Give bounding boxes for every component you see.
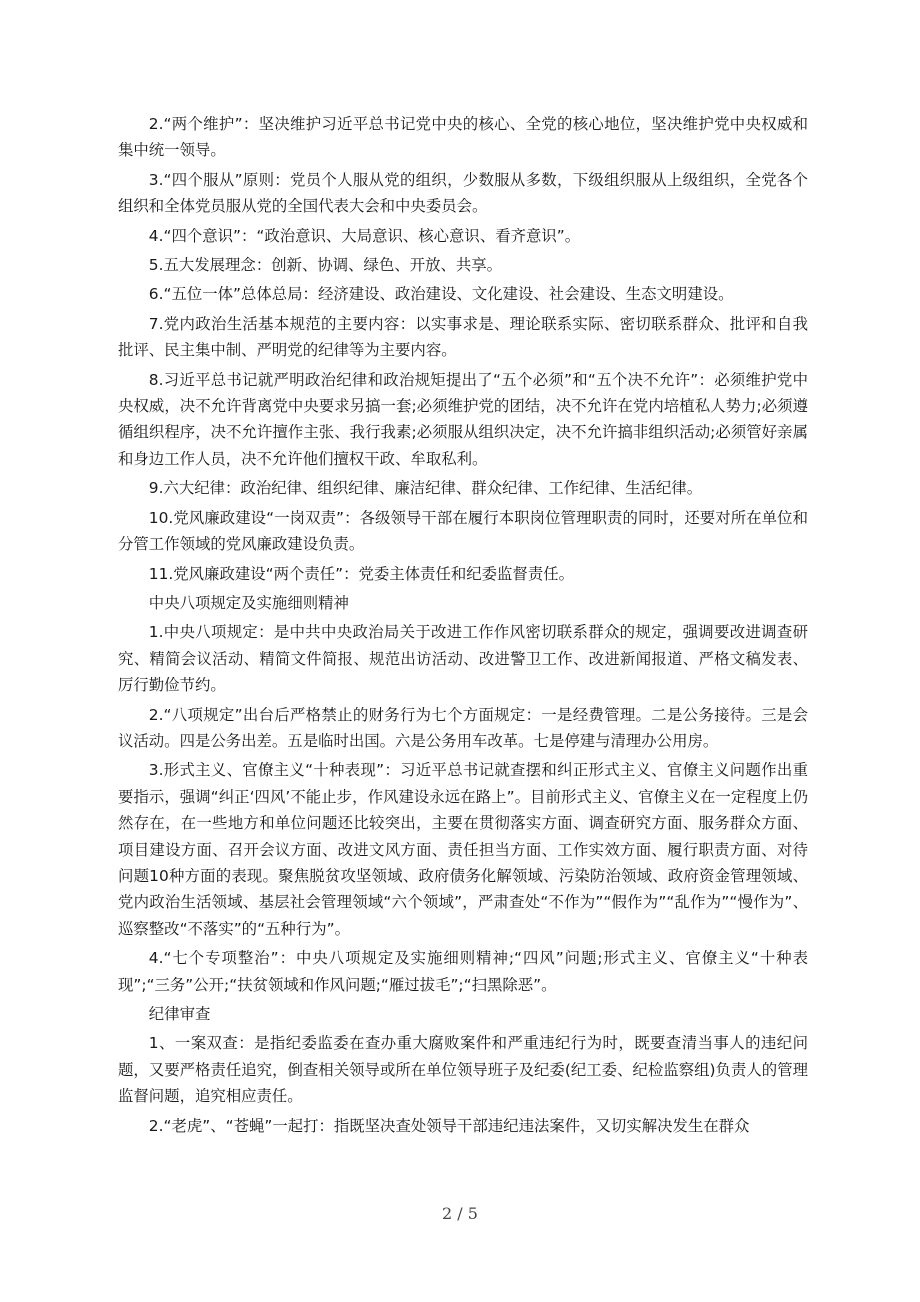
paragraph-ten-manifestations: 3.形式主义、官僚主义“十种表现”：习近平总书记就查摆和纠正形式主义、官僚主义问题作出重要指示，强调“纠正‘四风’不能止步，作风建设永远在路上”。目前形式主义、官僚主义在一定程度上仍然存在，在一些地方和单位问题还比较突出，主要在贯彻落实方面、调查研究方面、服务群众方面、项目建设方面、召开会议方面、改进文风方面、责任担当方面、工作实效方面、履行职责方面、对待问题10种方面的表现。聚焦脱贫攻坚领域、政府债务化解领域、污染防治领域、政府资金管理领域、党内政治生活领域、基层社会管理领域“六个领域”，严肃查处“不作为”“假作为”“乱作为”“慢作为”、巡察整改“不落实”的“五种行为”。 <box>118 761 809 938</box>
paragraph-six-disciplines: 9.六大纪律：政治纪律、组织纪律、廉洁纪律、群众纪律、工作纪律、生活纪律。 <box>148 479 703 498</box>
paragraph-five-development-concepts: 5.五大发展理念：创新、协调、绿色、开放、共享。 <box>148 256 503 275</box>
paragraph-four-obeys: 3.“四个服从”原则：党员个人服从党的组织，少数服从多数，下级组织服从上级组织，全党各个组织和全体党员服从党的全国代表大会和中央委员会。 <box>118 170 808 216</box>
paragraph-seven-rectifications: 4.“七个专项整治”：中央八项规定及实施细则精神;“四风”问题;形式主义、官僚主义“十种表现”;“三务”公开;“扶贫领域和作风问题;“雁过拔毛”;“扫黑除恶”。 <box>118 949 808 994</box>
paragraph-five-musts: 8.习近平总书记就严明政治纪律和政治规矩提出了“五个必须”和“五个决不允许”：必须维护党中央权威，决不允许背离党中央要求另搞一套;必须维护党的团结，决不允许在党内培植私人势力;必须遵循组织程序，决不允许擅作主张、我行我素;必须服从组织决定，决不允许搞非组织活动;必须管好亲属和身边工作人员，决不允许他们擅权干政、牟取私利。 <box>118 370 808 468</box>
paragraph-one-post-two-duties: 10.党风廉政建设“一岗双责”：各级领导干部在履行本职岗位管理职责的同时，还要对所在单位和分管工作领域的党风廉政建设负责。 <box>118 508 808 554</box>
page-number: 2 / 5 <box>442 1204 478 1223</box>
paragraph-two-safeguards: 2.“两个维护”：坚决维护习近平总书记党中央的核心、全党的核心地位，坚决维护党中央权威和集中统一领导。 <box>118 115 808 160</box>
paragraph-party-life-norms: 7.党内政治生活基本规范的主要内容：以实事求是、理论联系实际、密切联系群众、批评和自我批评、民主集中制、严明党的纪律等为主要内容。 <box>118 314 808 360</box>
section-heading-eight-rules: 中央八项规定及实施细则精神 <box>148 593 349 612</box>
paragraph-eight-rules: 1.中央八项规定：是中共中央政治局关于改进工作作风密切联系群众的规定，强调要改进调查研究、精简会议活动、精简文件简报、规范出访活动、改进警卫工作、改进新闻报道、严格文稿发表、厉行勤俭节约。 <box>118 623 808 695</box>
paragraph-two-responsibilities: 11.党风廉政建设“两个责任”：党委主体责任和纪委监督责任。 <box>148 564 574 583</box>
paragraph-four-consciousness: 4.“四个意识”：“政治意识、大局意识、核心意识、看齐意识”。 <box>148 226 581 245</box>
paragraph-one-case-two-checks: 1、一案双查：是指纪委监委在查办重大腐败案件和严重违纪行为时，既要查清当事人的违纪问题，又要严格责任追究，倒查相关领导或所在单位领导班子及纪委(纪工委、纪检监察组)负责人的管理监督问题，追究相应责任。 <box>118 1034 808 1106</box>
document-body <box>118 111 808 1139</box>
section-heading-discipline-review: 纪律审查 <box>148 1005 211 1023</box>
paragraph-tigers-and-flies: 2.“老虎”、“苍蝇”一起打：指既坚决查处领导干部违纪违法案件，又切实解决发生在群众 <box>148 1116 750 1135</box>
paragraph-five-in-one: 6.“五位一体”总体总局：经济建设、政治建设、文化建设、社会建设、生态文明建设。 <box>148 285 734 304</box>
paragraph-prohibited-financial-acts: 2.“八项规定”出台后严格禁止的财务行为七个方面规定：一是经费管理。二是公务接待。三是会议活动。四是公务出差。五是临时出国。六是公务用车改革。七是停建与清理办公用房。 <box>118 705 808 750</box>
